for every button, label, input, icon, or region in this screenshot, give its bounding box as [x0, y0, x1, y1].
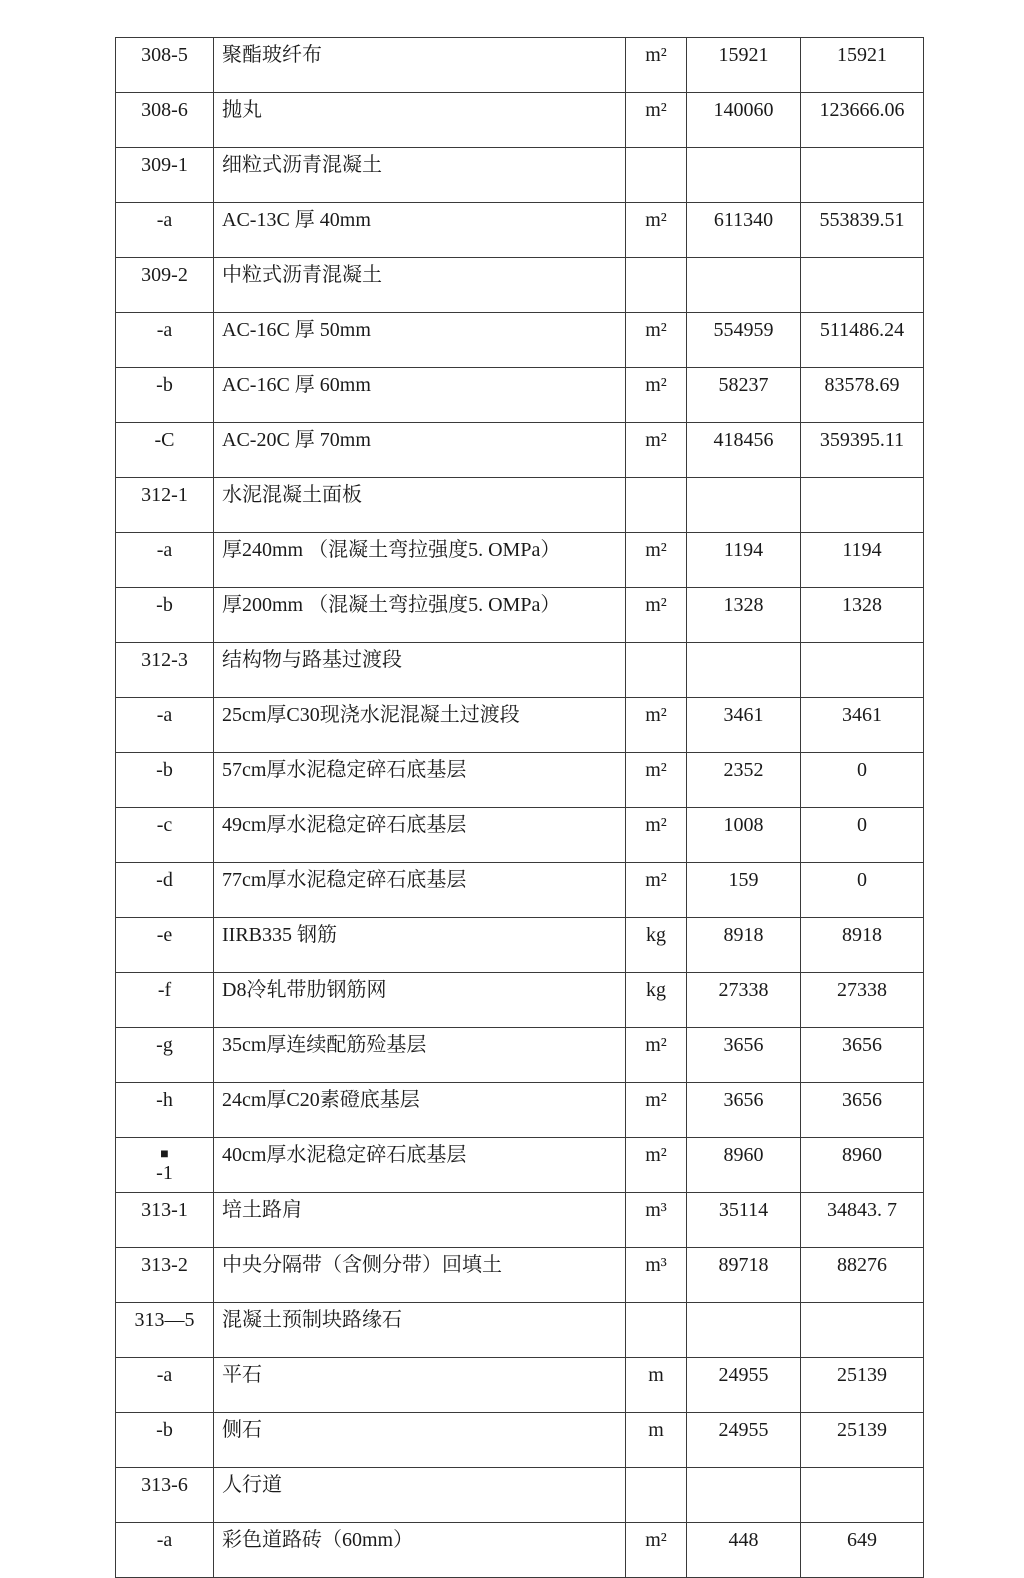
item-code-cell — [116, 1468, 214, 1523]
description-cell — [214, 753, 626, 808]
quantity-cell — [801, 93, 924, 148]
table-row — [116, 533, 924, 588]
description-text: 平石 — [222, 1364, 262, 1386]
unit-text: kg — [646, 924, 666, 946]
unit-text: m² — [645, 704, 667, 726]
quantity-text: 0 — [857, 814, 867, 836]
quantity-cell — [687, 1303, 801, 1358]
unit-text: m² — [645, 814, 667, 836]
quantity-text: 27338 — [718, 979, 769, 1001]
quantity-cell — [687, 973, 801, 1028]
quantity-text: 1008 — [723, 814, 764, 836]
quantity-text: 89718 — [718, 1254, 769, 1276]
unit-cell — [626, 38, 687, 93]
item-code-cell — [116, 258, 214, 313]
description-text: 40cm厚水泥稳定碎石底基层 — [222, 1144, 467, 1166]
description-cell — [214, 93, 626, 148]
quantity-cell — [687, 1138, 801, 1193]
item-code-text: -e — [156, 924, 173, 946]
quantity-cell — [801, 38, 924, 93]
description-cell — [214, 313, 626, 368]
item-code-text: 313-2 — [141, 1254, 188, 1276]
description-cell — [214, 1303, 626, 1358]
description-text: 细粒式沥青混凝土 — [222, 154, 382, 176]
unit-text: m³ — [645, 1254, 667, 1276]
quantity-cell — [801, 698, 924, 753]
description-cell — [214, 1193, 626, 1248]
unit-cell — [626, 863, 687, 918]
quantity-text: 8960 — [723, 1144, 764, 1166]
item-code-text: 313-6 — [141, 1474, 188, 1496]
quantity-cell — [687, 258, 801, 313]
unit-text: m² — [645, 44, 667, 66]
quantity-cell — [687, 643, 801, 698]
quantity-text: 15921 — [718, 44, 769, 66]
quantity-text: 2352 — [723, 759, 764, 781]
table-row — [116, 1083, 924, 1138]
table-row — [116, 1028, 924, 1083]
table-row — [116, 368, 924, 423]
table-row — [116, 1358, 924, 1413]
unit-cell — [626, 1303, 687, 1358]
item-code-text: -b — [156, 759, 173, 781]
item-code-cell — [116, 203, 214, 258]
description-text: 厚200mm （混凝土弯拉强度5. OMPa） — [222, 594, 561, 616]
quantity-text: 1328 — [842, 594, 882, 616]
item-code-text: -h — [156, 1089, 173, 1111]
item-code-text: 312-1 — [141, 484, 188, 506]
description-text: 聚酯玻纤布 — [222, 44, 322, 66]
item-code-text: 312-3 — [141, 649, 188, 671]
item-code-cell — [116, 1358, 214, 1413]
quantity-cell — [801, 643, 924, 698]
unit-text: m² — [645, 869, 667, 891]
quantity-cell — [687, 423, 801, 478]
description-text: 人行道 — [222, 1474, 282, 1496]
quantity-text: 24955 — [718, 1364, 769, 1386]
quantity-cell — [801, 1413, 924, 1468]
quantity-cell — [687, 313, 801, 368]
description-text: 抛丸 — [222, 99, 262, 121]
item-code-cell — [116, 1413, 214, 1468]
description-text: IIRB335 钢筋 — [222, 924, 337, 946]
quantity-cell — [801, 258, 924, 313]
unit-cell — [626, 1523, 687, 1578]
description-text: 中粒式沥青混凝土 — [222, 264, 382, 286]
item-code-cell — [116, 588, 214, 643]
item-code-cell — [116, 423, 214, 478]
quantity-text: 27338 — [837, 979, 887, 1001]
unit-cell — [626, 1413, 687, 1468]
description-cell — [214, 148, 626, 203]
description-text: 侧石 — [222, 1419, 262, 1441]
description-cell — [214, 808, 626, 863]
description-text: 35cm厚连续配筋殓基层 — [222, 1034, 427, 1056]
item-code-text: -C — [154, 429, 175, 451]
quantity-cell — [801, 1358, 924, 1413]
item-code-text: -a — [156, 209, 173, 231]
description-cell — [214, 1083, 626, 1138]
item-code-cell — [116, 1193, 214, 1248]
description-cell — [214, 38, 626, 93]
quantity-cell — [801, 1468, 924, 1523]
item-code-text: 313—5 — [134, 1309, 195, 1331]
quantity-cell — [687, 1523, 801, 1578]
unit-cell — [626, 1138, 687, 1193]
item-code-cell — [116, 38, 214, 93]
description-cell — [214, 1028, 626, 1083]
description-text: 厚240mm （混凝土弯拉强度5. OMPa） — [222, 539, 561, 561]
unit-cell — [626, 1248, 687, 1303]
quantity-cell — [801, 1523, 924, 1578]
quantity-cell — [801, 863, 924, 918]
quantity-cell — [687, 533, 801, 588]
description-text: 77cm厚水泥稳定碎石底基层 — [222, 869, 467, 891]
quantity-cell — [687, 1193, 801, 1248]
quantity-text: 25139 — [837, 1419, 887, 1441]
table-row — [116, 1413, 924, 1468]
description-text: AC-16C 厚 60mm — [222, 374, 371, 396]
item-code-cell — [116, 918, 214, 973]
quantity-cell — [801, 973, 924, 1028]
unit-text: m² — [645, 594, 667, 616]
item-code-cell — [116, 808, 214, 863]
quantity-cell — [801, 1138, 924, 1193]
item-code-text: 309-1 — [141, 154, 188, 176]
item-code-cell — [116, 1028, 214, 1083]
description-cell — [214, 643, 626, 698]
quantity-cell — [801, 1028, 924, 1083]
quantity-text: 159 — [728, 869, 759, 891]
item-code-text: -a — [156, 1364, 173, 1386]
quantity-text: 34843. 7 — [827, 1199, 897, 1221]
quantity-text: 553839.51 — [819, 209, 905, 231]
unit-cell — [626, 918, 687, 973]
table-row — [116, 1193, 924, 1248]
item-code-cell — [116, 313, 214, 368]
item-code-text: -g — [156, 1034, 173, 1056]
description-cell — [214, 1138, 626, 1193]
quantity-cell — [687, 1028, 801, 1083]
item-code-cell — [116, 1248, 214, 1303]
description-cell — [214, 588, 626, 643]
unit-cell — [626, 203, 687, 258]
quantity-cell — [687, 588, 801, 643]
unit-cell — [626, 698, 687, 753]
quantity-cell — [687, 1358, 801, 1413]
quantity-text: 25139 — [837, 1364, 887, 1386]
description-cell — [214, 1468, 626, 1523]
quantity-cell — [801, 918, 924, 973]
description-cell — [214, 698, 626, 753]
description-text: 57cm厚水泥稳定碎石底基层 — [222, 759, 467, 781]
description-text: 彩色道路砖（60mm） — [222, 1529, 414, 1551]
item-code-text: 308-6 — [141, 99, 188, 121]
quantity-cell — [687, 38, 801, 93]
item-code-text: -a — [156, 539, 173, 561]
description-text: 水泥混凝土面板 — [222, 484, 362, 506]
unit-cell — [626, 753, 687, 808]
quantity-text: 58237 — [718, 374, 769, 396]
description-cell — [214, 368, 626, 423]
quantity-cell — [801, 1248, 924, 1303]
description-cell — [214, 1413, 626, 1468]
unit-cell — [626, 643, 687, 698]
table-row — [116, 93, 924, 148]
description-cell — [214, 258, 626, 313]
quantity-cell — [801, 1193, 924, 1248]
quantity-text: 140060 — [713, 99, 774, 121]
table-row — [116, 1248, 924, 1303]
description-text: D8冷轧带肋钢筋网 — [222, 979, 387, 1001]
quantity-cell — [687, 753, 801, 808]
table-row — [116, 643, 924, 698]
item-code-text: -b — [156, 594, 173, 616]
description-text: 混凝土预制块路缘石 — [222, 1309, 402, 1331]
table-row — [116, 588, 924, 643]
item-code-cell — [116, 1083, 214, 1138]
table-row — [116, 1468, 924, 1523]
description-cell — [214, 1358, 626, 1413]
quantity-cell — [801, 533, 924, 588]
quantity-cell — [687, 203, 801, 258]
table-row — [116, 258, 924, 313]
item-code-text: 313-1 — [141, 1199, 188, 1221]
item-code-text: -c — [156, 814, 173, 836]
unit-text: m — [648, 1364, 664, 1386]
quantity-text: 3656 — [842, 1089, 882, 1111]
description-text: 培土路肩 — [222, 1199, 302, 1221]
description-cell — [214, 478, 626, 533]
unit-text: m² — [645, 99, 667, 121]
table-row — [116, 698, 924, 753]
quantity-cell — [801, 808, 924, 863]
unit-text: m² — [645, 1089, 667, 1111]
quantity-cell — [687, 1413, 801, 1468]
description-cell — [214, 918, 626, 973]
unit-cell — [626, 148, 687, 203]
quantity-cell — [687, 93, 801, 148]
table-row — [116, 478, 924, 533]
quantity-cell — [801, 478, 924, 533]
unit-cell — [626, 1358, 687, 1413]
table-row — [116, 808, 924, 863]
description-cell — [214, 863, 626, 918]
description-text: 结构物与路基过渡段 — [222, 649, 402, 671]
quantity-text: 611340 — [713, 209, 774, 231]
description-text: 24cm厚C20素磴底基层 — [222, 1089, 420, 1111]
unit-cell — [626, 1468, 687, 1523]
quantity-cell — [801, 148, 924, 203]
unit-text: m² — [645, 759, 667, 781]
quantity-text: 1328 — [723, 594, 764, 616]
quantity-text: 83578.69 — [824, 374, 900, 396]
quantity-text: 418456 — [713, 429, 774, 451]
item-code-cell — [116, 973, 214, 1028]
unit-text: kg — [646, 979, 666, 1001]
table-row — [116, 423, 924, 478]
unit-text: m² — [645, 1144, 667, 1166]
quantity-text: 554959 — [713, 319, 774, 341]
item-code-text: 309-2 — [141, 264, 188, 286]
quantity-text: 8918 — [723, 924, 764, 946]
quantity-cell — [687, 1468, 801, 1523]
table-row — [116, 1138, 924, 1193]
unit-cell — [626, 478, 687, 533]
quantity-text: 8918 — [842, 924, 882, 946]
description-cell — [214, 203, 626, 258]
unit-cell — [626, 973, 687, 1028]
unit-text: m — [648, 1419, 664, 1441]
table-row — [116, 863, 924, 918]
quantity-text: 88276 — [837, 1254, 887, 1276]
unit-cell — [626, 808, 687, 863]
quantity-text: 15921 — [837, 44, 887, 66]
table-row — [116, 1303, 924, 1358]
quantity-table-body — [116, 38, 924, 1578]
item-code-cell — [116, 368, 214, 423]
unit-cell — [626, 588, 687, 643]
quantity-cell — [801, 313, 924, 368]
quantity-text: 0 — [857, 759, 867, 781]
item-code-cell — [116, 148, 214, 203]
table-row — [116, 148, 924, 203]
item-code-cell — [116, 533, 214, 588]
item-code-cell — [116, 1523, 214, 1578]
description-cell — [214, 973, 626, 1028]
unit-cell — [626, 423, 687, 478]
description-cell — [214, 423, 626, 478]
item-code-text: -f — [157, 979, 172, 1001]
unit-cell — [626, 1028, 687, 1083]
description-text: 中央分隔带（含侧分带）回填土 — [222, 1254, 502, 1276]
quantity-cell — [687, 368, 801, 423]
table-row — [116, 203, 924, 258]
item-code-cell — [116, 698, 214, 753]
unit-text: m² — [645, 539, 667, 561]
item-code-text: -d — [156, 869, 173, 891]
item-code-text: -b — [156, 1419, 173, 1441]
quantity-text: 35114 — [718, 1199, 769, 1221]
unit-cell — [626, 93, 687, 148]
quantity-text: 649 — [847, 1529, 877, 1551]
item-code-text: -1 — [156, 1162, 173, 1184]
quantity-text: 511486.24 — [819, 319, 905, 341]
quantity-cell — [687, 918, 801, 973]
item-code-cell — [116, 478, 214, 533]
item-code-cell — [116, 753, 214, 808]
quantity-text: 8960 — [842, 1144, 882, 1166]
description-text: AC-16C 厚 50mm — [222, 319, 371, 341]
unit-cell — [626, 1193, 687, 1248]
unit-text: m² — [645, 374, 667, 396]
item-code-text: -a — [156, 319, 173, 341]
quantity-cell — [801, 203, 924, 258]
quantity-cell — [687, 478, 801, 533]
quantity-cell — [801, 423, 924, 478]
item-code-cell — [116, 93, 214, 148]
quantity-cell — [801, 588, 924, 643]
table-row — [116, 973, 924, 1028]
description-cell — [214, 533, 626, 588]
quantity-cell — [687, 863, 801, 918]
unit-text: m² — [645, 429, 667, 451]
unit-cell — [626, 313, 687, 368]
table-row — [116, 1523, 924, 1578]
quantity-cell — [801, 1303, 924, 1358]
item-code-text: -b — [156, 374, 173, 396]
table-row — [116, 313, 924, 368]
quantity-cell — [687, 148, 801, 203]
unit-text: m² — [645, 1034, 667, 1056]
quantity-text: 3656 — [723, 1034, 764, 1056]
quantity-text: 3656 — [842, 1034, 882, 1056]
description-cell — [214, 1523, 626, 1578]
table-row — [116, 753, 924, 808]
item-code-cell — [116, 1138, 214, 1193]
description-text: 25cm厚C30现浇水泥混凝土过渡段 — [222, 704, 520, 726]
description-text: 49cm厚水泥稳定碎石底基层 — [222, 814, 467, 836]
quantity-text: 3656 — [723, 1089, 764, 1111]
quantity-text: 1194 — [842, 539, 882, 561]
quantity-cell — [687, 1083, 801, 1138]
description-cell — [214, 1248, 626, 1303]
unit-text: m² — [645, 1529, 667, 1551]
unit-cell — [626, 368, 687, 423]
row-marker: ■ — [160, 1147, 169, 1162]
quantity-cell — [687, 698, 801, 753]
quantity-cell — [687, 1248, 801, 1303]
unit-cell — [626, 258, 687, 313]
quantity-text: 3461 — [842, 704, 882, 726]
item-code-text: -a — [156, 1529, 173, 1551]
unit-text: m² — [645, 209, 667, 231]
quantity-text: 24955 — [718, 1419, 769, 1441]
description-text: AC-13C 厚 40mm — [222, 209, 371, 231]
unit-text: m³ — [645, 1199, 667, 1221]
item-code-cell — [116, 1303, 214, 1358]
item-code-cell — [116, 863, 214, 918]
quantity-cell — [687, 808, 801, 863]
quantity-table — [115, 37, 924, 1578]
quantity-cell — [801, 1083, 924, 1138]
table-row — [116, 918, 924, 973]
table-row — [116, 38, 924, 93]
description-text: AC-20C 厚 70mm — [222, 429, 371, 451]
unit-cell — [626, 533, 687, 588]
quantity-text: 1194 — [723, 539, 764, 561]
unit-text: m² — [645, 319, 667, 341]
item-code-cell — [116, 643, 214, 698]
item-code-text: 308-5 — [141, 44, 188, 66]
quantity-cell — [801, 368, 924, 423]
item-code-text: -a — [156, 704, 173, 726]
quantity-text: 0 — [857, 869, 867, 891]
quantity-text: 359395.11 — [819, 429, 905, 451]
quantity-text: 448 — [728, 1529, 759, 1551]
unit-cell — [626, 1083, 687, 1138]
quantity-cell — [801, 753, 924, 808]
quantity-text: 123666.06 — [819, 99, 905, 121]
quantity-text: 3461 — [723, 704, 764, 726]
